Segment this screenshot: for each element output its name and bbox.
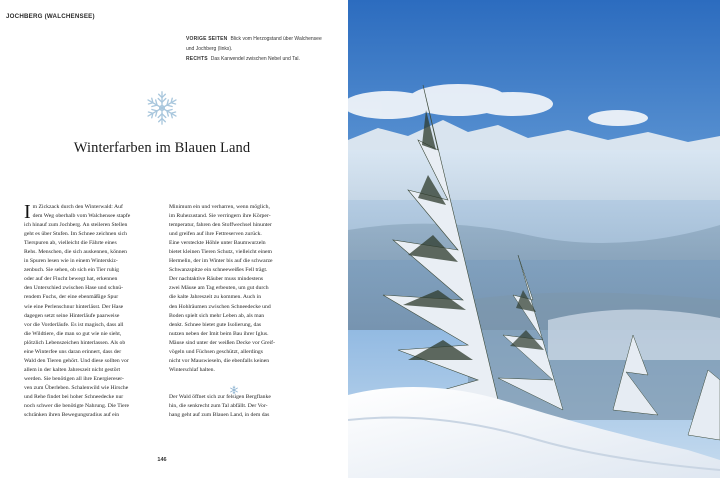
- text-line: plötzlich Lebenszeichen hinterlassen. Als ob: [24, 339, 126, 346]
- caption-label-previous: VORIGE SEITEN: [186, 36, 228, 42]
- text-line: dem Weg oberhalb vom Walchensee stapfe: [32, 213, 131, 220]
- text-line: geht es über Stufen. Im Schnee zeichnen sich: [24, 231, 127, 238]
- text-line: bietet kleinen Tieren Schutz, vielleicht einem: [169, 249, 272, 256]
- text-line: wie eine Perlenschnur hinterlässt. Der Hase: [24, 303, 124, 310]
- text-line: Wald den Tieren gehört. Und diese sollten vor: [24, 357, 129, 364]
- text-line: Minimum ein und verharren, wenn möglich,: [169, 204, 270, 210]
- text-line: ven zum Überleben. Schalenwild wie Hirsche: [24, 384, 129, 391]
- text-line: Winterschlaf halten.: [169, 366, 215, 373]
- text-line: und Rehe findet bei hoher Schneedecke nur: [24, 393, 124, 400]
- text-line: vor die Vorderläufe. Es ist magisch, dass all: [24, 321, 124, 328]
- text-line: ich hinauf zum Jochberg. An steileren Stellen: [24, 222, 128, 229]
- text-line: Der nachtaktive Räuber muss mindestens: [169, 276, 264, 283]
- text-line: hin, die senkrecht zum Tal abfällt. Der Vor-: [169, 403, 268, 410]
- text-line: nutzen neben der Imit beim Bau ihrer Iglus.: [169, 330, 269, 337]
- text-line: temperatur, fahren den Stoffwechsel hinunter: [169, 222, 272, 229]
- text-line: in Spuren lesen wie in einem Winterskiz-: [24, 258, 118, 265]
- winter-landscape-image: [348, 0, 720, 478]
- text-line: m Zickzack durch den Winterwald: Auf: [32, 204, 123, 210]
- winter-photo: [348, 0, 720, 478]
- running-head: JOCHBERG (WALCHENSEE): [6, 13, 95, 20]
- text-line: Eine versteckte Höhle unter Baumwurzeln: [169, 240, 266, 247]
- caption-previous-cont: und Jochberg (links).: [186, 46, 233, 52]
- text-column-1: [24, 203, 159, 420]
- drop-cap: I: [24, 201, 31, 223]
- text-line: Boden spielt sich mehr Leben ab, als man: [169, 312, 265, 319]
- caption-right: [186, 54, 346, 64]
- caption-previous: [186, 34, 346, 44]
- text-line: schränken ihren Bewegungsradius auf ein: [24, 412, 120, 419]
- text-line: Rehs. Menschen, die sich auskennen, können: [24, 249, 127, 256]
- text-line: Tierspuren ab, vielleicht die Fährte eines: [24, 240, 117, 247]
- text-line: die kalte Jahreszeit zu kommen. Auch in: [169, 294, 262, 301]
- text-line: eine Winterfee uns daran erinnert, dass der: [24, 348, 122, 355]
- text-line: die Wildtiere, die man so gut wie nie sieht,: [24, 330, 122, 337]
- text-line: werden. Sie benötigen all ihre Energiereser-: [24, 375, 124, 382]
- left-page: [0, 0, 348, 478]
- text-line: [169, 375, 304, 384]
- text-line: zwei Mäuse am Tag erbeuten, um gut durch: [169, 285, 269, 292]
- text-line: Schwanzspitze ein schneeweißes Fell trägt.: [169, 267, 268, 274]
- text-line: zenbuch. Sie sehen, ob sich ein Tier ruhig: [24, 267, 119, 274]
- text-line: Hermelin, der im Winter bis auf die schwarze: [169, 258, 273, 265]
- page-number: 146: [157, 457, 167, 463]
- text-line: vögeln und Füchsen geschützt, allerdings: [169, 348, 263, 355]
- caption-text-previous: Blick vom Herzogstand über Walchensee: [230, 36, 322, 42]
- snowflake-icon: [143, 89, 181, 127]
- text-line: rendem Fuchs, der eine ebenmäßige Spur: [24, 294, 119, 301]
- article-title: Winterfarben im Blauen Land: [73, 140, 251, 156]
- text-line: denkt. Schnee bietet gute Isolierung, das: [169, 321, 262, 328]
- photo-captions: [186, 34, 346, 64]
- text-line: Mäuse sind unter der weißen Decke vor Greif-: [169, 339, 275, 346]
- text-line: nicht vor Mauswieseln, die ebenfalls keinen: [169, 357, 270, 364]
- caption-label-right: RECHTS: [186, 56, 208, 62]
- text-line: allem in der kalten Jahreszeit nicht gestört: [24, 366, 121, 373]
- text-line: Der Wald öffnet sich zur felsigen Bergflanke: [169, 393, 271, 400]
- text-line: den Hohlräumen zwischen Schneedecke und: [169, 303, 271, 310]
- text-line: den Unterschied zwischen Hase und schnü-: [24, 285, 124, 292]
- text-line: hang geht auf zum Blauen Land, in dem das: [169, 412, 270, 419]
- text-line: und greifen auf ihre Fettreserven zurück.: [169, 231, 262, 238]
- snowflake-separator-icon: [229, 385, 239, 395]
- caption-text-right: Das Karwendel zwischen Nebel und Tal.: [210, 56, 300, 62]
- text-line: oder auf der Flucht bewegt hat, erkennen: [24, 276, 118, 283]
- text-line: im Ruhezustand. Sie verringern ihre Körper-: [169, 213, 271, 220]
- text-line: noch schwer die benötigte Nahrung. Die Tiere: [24, 403, 130, 410]
- text-line: dagegen setzt seine Hinterläufe paarweise: [24, 312, 120, 319]
